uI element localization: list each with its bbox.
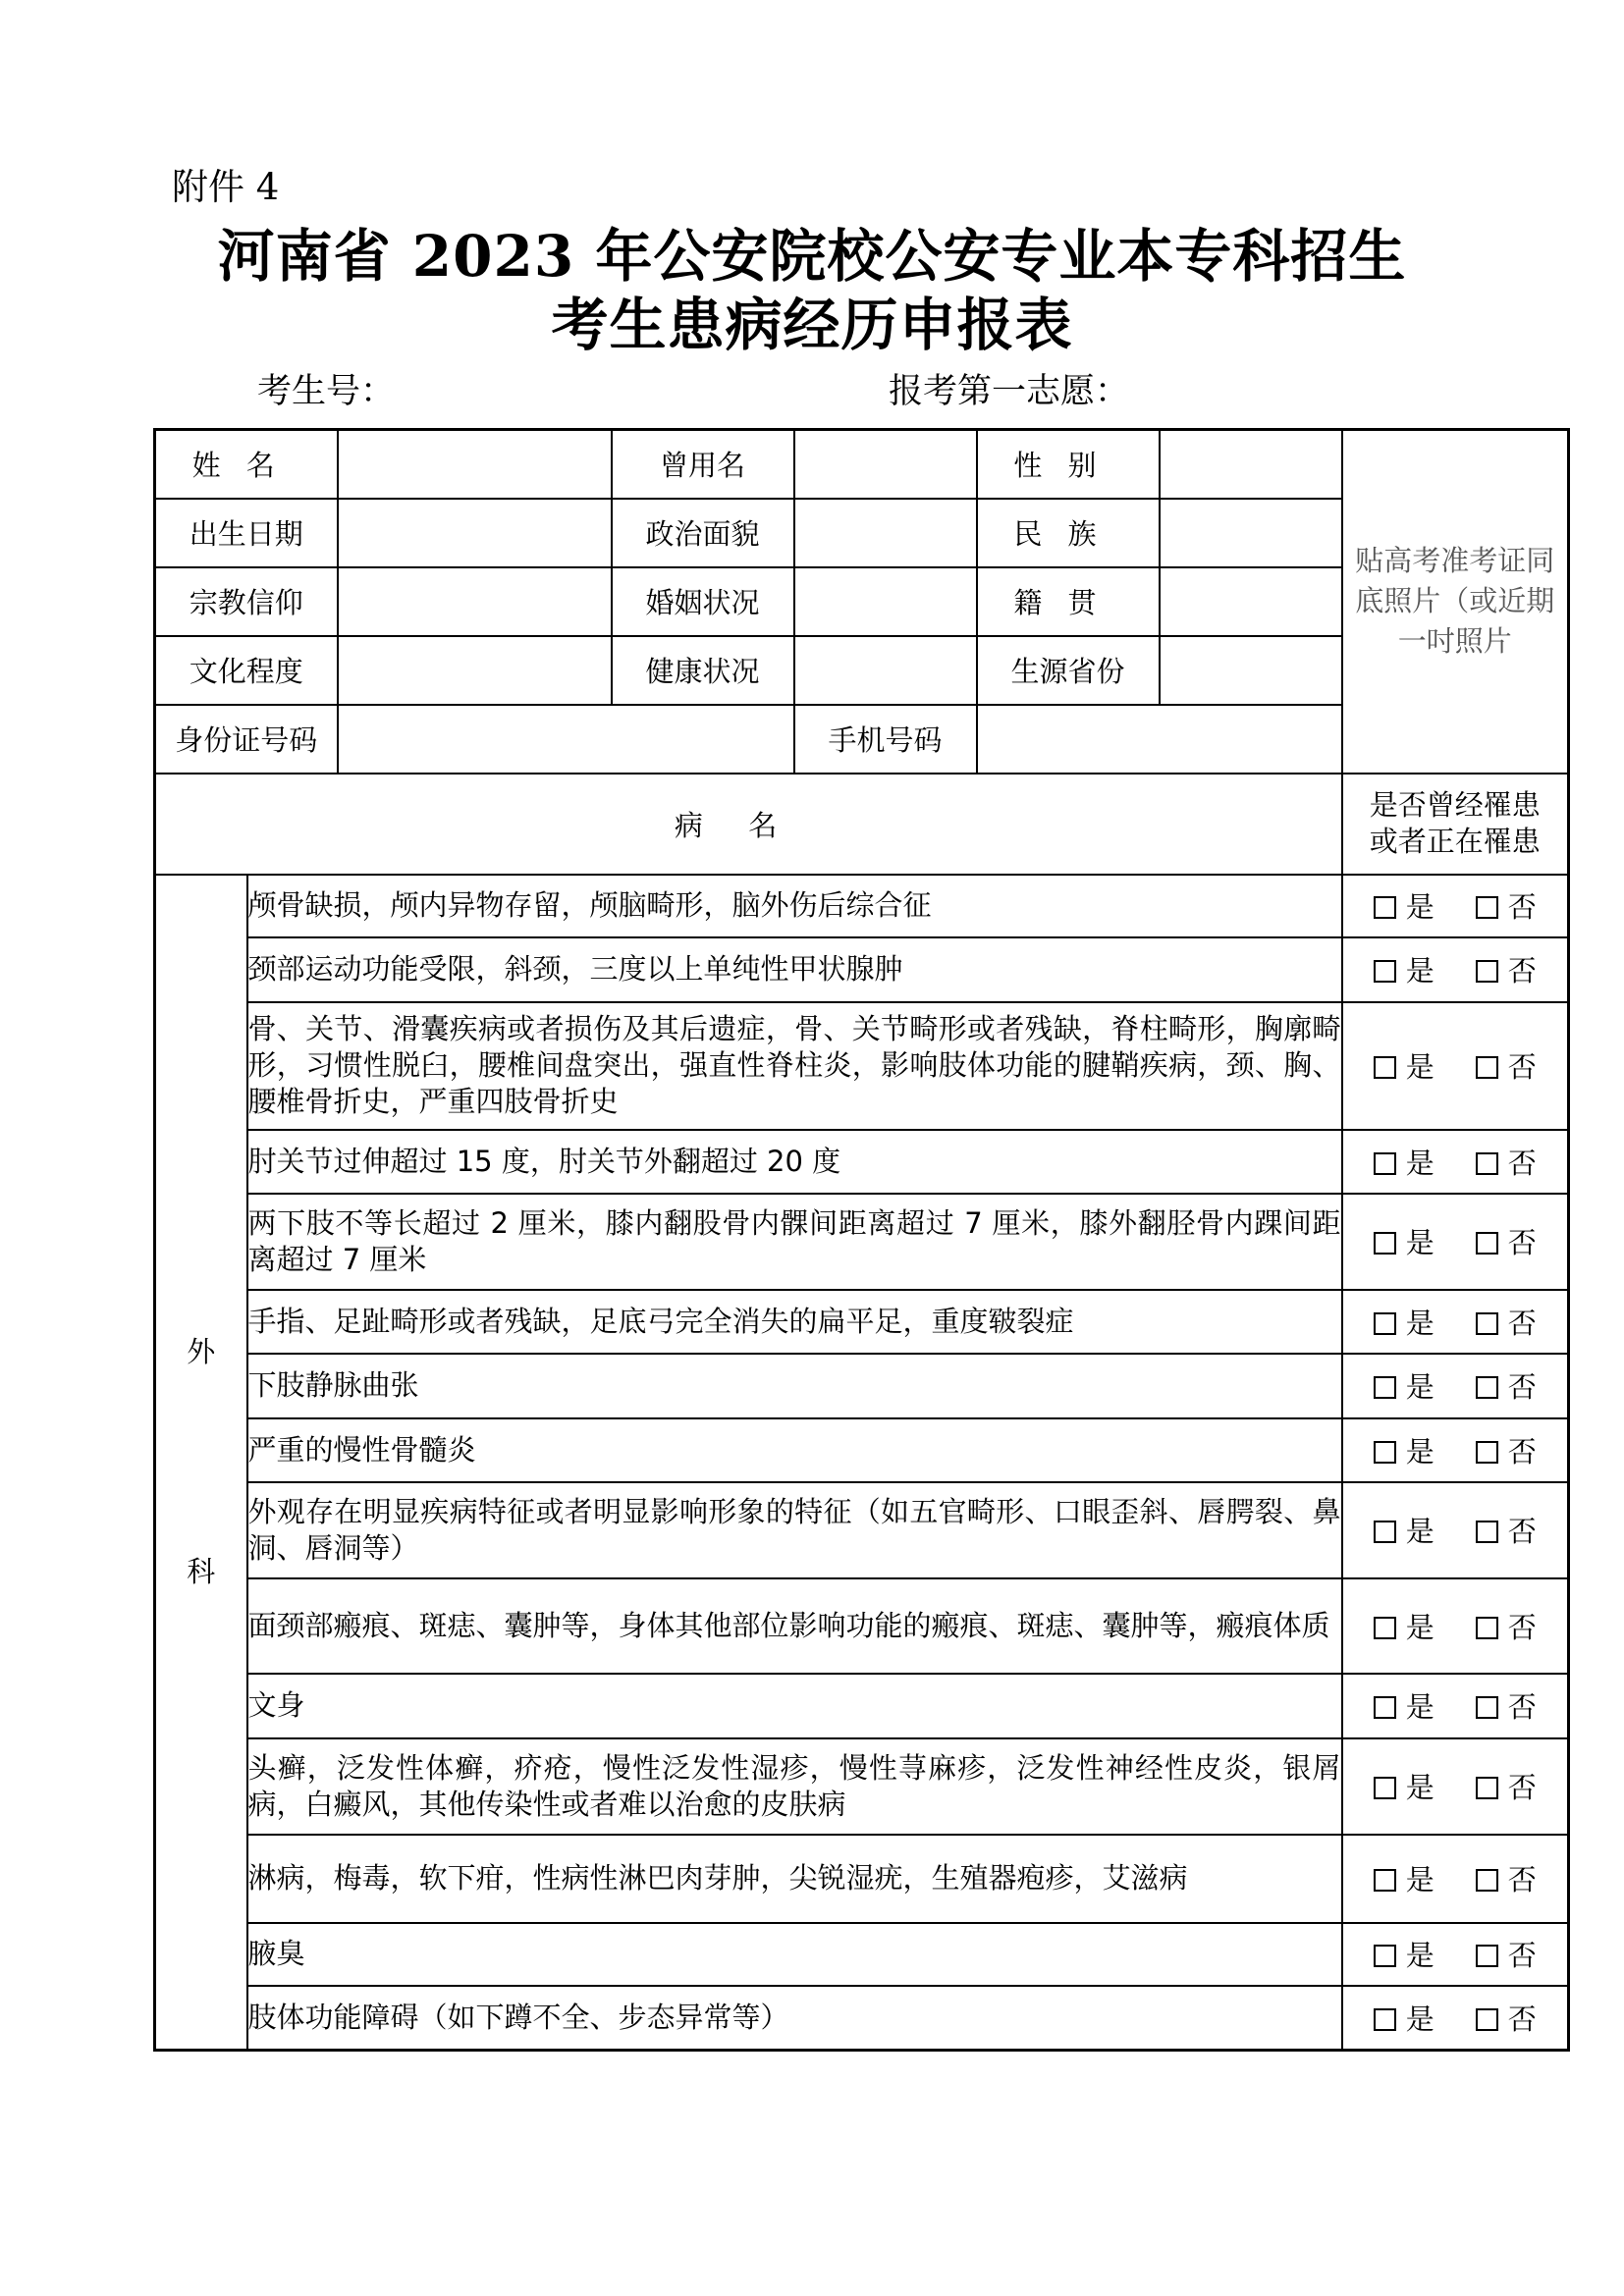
no-checkbox[interactable] — [1476, 1777, 1498, 1799]
first-choice-label: 报考第一志愿： — [889, 372, 1130, 411]
yes-checkbox[interactable] — [1374, 1521, 1396, 1543]
exam-number-label: 考生号： — [257, 372, 396, 411]
no-label: 否 — [1507, 2002, 1537, 2036]
history-header-line2: 或者正在罹患 — [1369, 825, 1541, 858]
disease-item: 两下肢不等长超过 2 厘米，膝内翻股骨内髁间距离超过 7 厘米，膝外翻胫骨内踝间距离超过 7 厘米 — [247, 1194, 1342, 1290]
disease-item: 肘关节过伸超过 15 度，肘关节外翻超过 20 度 — [247, 1130, 1342, 1194]
no-label: 否 — [1507, 1863, 1537, 1896]
yes-checkbox[interactable] — [1374, 1777, 1396, 1799]
category-char-1: 外 — [187, 1334, 216, 1368]
disease-item: 肢体功能障碍（如下蹲不全、步态异常等） — [247, 1986, 1342, 2051]
marital-status-label: 婚姻状况 — [612, 567, 794, 636]
disease-item: 外观存在明显疾病特征或者明显影响形象的特征（如五官畸形、口眼歪斜、唇腭裂、鼻洞、唇洞等） — [247, 1482, 1342, 1578]
answer-options — [1342, 1130, 1569, 1194]
answer-options — [1342, 1194, 1569, 1290]
answer-options — [1342, 1002, 1569, 1130]
no-label: 否 — [1507, 1690, 1537, 1724]
yes-checkbox[interactable] — [1374, 960, 1396, 983]
no-checkbox[interactable] — [1476, 1869, 1498, 1892]
category-surgery — [155, 875, 247, 2051]
no-checkbox[interactable] — [1476, 1152, 1498, 1175]
yes-label: 是 — [1405, 1226, 1435, 1259]
answer-options — [1342, 1482, 1569, 1578]
no-label: 否 — [1507, 1939, 1537, 1972]
history-header-line1: 是否曾经罹患 — [1369, 788, 1541, 822]
answer-options — [1342, 1835, 1569, 1923]
political-status-label: 政治面貌 — [612, 499, 794, 567]
phone-label: 手机号码 — [794, 705, 977, 774]
no-label: 否 — [1507, 1434, 1537, 1468]
no-checkbox[interactable] — [1476, 1945, 1498, 1967]
photo-placeholder[interactable] — [1342, 430, 1569, 774]
form-title-line2: 考生患病经历申报表 — [551, 292, 1073, 358]
answer-options — [1342, 875, 1569, 937]
disease-item: 头癣，泛发性体癣，疥疮，慢性泛发性湿疹，慢性荨麻疹，泛发性神经性皮炎，银屑病，白癜风，其他传染性或者难以治愈的皮肤病 — [247, 1738, 1342, 1835]
birth-date-field[interactable] — [338, 499, 612, 567]
no-label: 否 — [1507, 1146, 1537, 1180]
former-name-field[interactable] — [794, 430, 977, 499]
marital-status-field[interactable] — [794, 567, 977, 636]
category-char-2: 科 — [187, 1554, 216, 1588]
disease-item: 文身 — [247, 1674, 1342, 1738]
no-label: 否 — [1507, 890, 1537, 924]
id-number-field[interactable] — [338, 705, 794, 774]
disease-item: 手指、足趾畸形或者残缺，足底弓完全消失的扁平足，重度皲裂症 — [247, 1290, 1342, 1354]
yes-label: 是 — [1405, 1863, 1435, 1896]
answer-options — [1342, 1986, 1569, 2051]
no-checkbox[interactable] — [1476, 1376, 1498, 1399]
disease-item: 骨、关节、滑囊疾病或者损伤及其后遗症，骨、关节畸形或者残缺，脊柱畸形，胸廓畸形，习惯性脱臼，腰椎间盘突出，强直性脊柱炎，影响肢体功能的腱鞘疾病，颈、胸、腰椎骨折史，严重四肢骨折史 — [247, 1002, 1342, 1130]
name-label: 姓名 — [155, 430, 338, 499]
disease-header: 病名 — [155, 774, 1342, 875]
ethnicity-field[interactable] — [1160, 499, 1342, 567]
native-place-label: 籍贯 — [977, 567, 1160, 636]
history-header — [1342, 774, 1569, 875]
yes-label: 是 — [1405, 1370, 1435, 1404]
yes-checkbox[interactable] — [1374, 1617, 1396, 1639]
yes-checkbox[interactable] — [1374, 1869, 1396, 1892]
disease-item: 颈部运动功能受限，斜颈，三度以上单纯性甲状腺肿 — [247, 937, 1342, 1002]
yes-label: 是 — [1405, 1050, 1435, 1084]
education-label: 文化程度 — [155, 636, 338, 705]
religion-label: 宗教信仰 — [155, 567, 338, 636]
yes-label: 是 — [1405, 2002, 1435, 2036]
source-province-field[interactable] — [1160, 636, 1342, 705]
no-label: 否 — [1507, 954, 1537, 988]
no-label: 否 — [1507, 1226, 1537, 1259]
no-checkbox[interactable] — [1476, 1312, 1498, 1335]
yes-checkbox[interactable] — [1374, 2008, 1396, 2031]
yes-label: 是 — [1405, 1306, 1435, 1340]
yes-label: 是 — [1405, 1610, 1435, 1644]
yes-checkbox[interactable] — [1374, 1312, 1396, 1335]
ethnicity-label: 民族 — [977, 499, 1160, 567]
disease-item: 下肢静脉曲张 — [247, 1354, 1342, 1418]
source-province-label: 生源省份 — [977, 636, 1160, 705]
native-place-field[interactable] — [1160, 567, 1342, 636]
answer-options — [1342, 1354, 1569, 1418]
no-checkbox[interactable] — [1476, 1441, 1498, 1464]
phone-field[interactable] — [977, 705, 1342, 774]
yes-checkbox[interactable] — [1374, 1945, 1396, 1967]
former-name-label: 曾用名 — [612, 430, 794, 499]
yes-label: 是 — [1405, 1146, 1435, 1180]
no-checkbox[interactable] — [1476, 896, 1498, 919]
no-checkbox[interactable] — [1476, 2008, 1498, 2031]
disease-item: 颅骨缺损，颅内异物存留，颅脑畸形，脑外伤后综合征 — [247, 875, 1342, 937]
yes-checkbox[interactable] — [1374, 896, 1396, 919]
answer-options — [1342, 1578, 1569, 1674]
religion-field[interactable] — [338, 567, 612, 636]
disease-item: 腋臭 — [247, 1923, 1342, 1986]
form-title-line1: 河南省 2023 年公安院校公安专业本专科招生 — [217, 223, 1407, 290]
photo-note: 贴高考准考证同底照片（或近期一吋照片 — [1355, 544, 1555, 659]
no-label: 否 — [1507, 1370, 1537, 1404]
answer-options — [1342, 1923, 1569, 1986]
yes-checkbox[interactable] — [1374, 1441, 1396, 1464]
yes-label: 是 — [1405, 1771, 1435, 1804]
yes-label: 是 — [1405, 1690, 1435, 1724]
no-checkbox[interactable] — [1476, 1232, 1498, 1255]
answer-options — [1342, 1290, 1569, 1354]
no-checkbox[interactable] — [1476, 1056, 1498, 1079]
birth-date-label: 出生日期 — [155, 499, 338, 567]
health-status-label: 健康状况 — [612, 636, 794, 705]
no-label: 否 — [1507, 1771, 1537, 1804]
no-checkbox[interactable] — [1476, 1696, 1498, 1719]
yes-label: 是 — [1405, 1939, 1435, 1972]
political-status-field[interactable] — [794, 499, 977, 567]
yes-checkbox[interactable] — [1374, 1232, 1396, 1255]
no-checkbox[interactable] — [1476, 960, 1498, 983]
education-field[interactable] — [338, 636, 612, 705]
no-label: 否 — [1507, 1306, 1537, 1340]
yes-checkbox[interactable] — [1374, 1152, 1396, 1175]
declaration-table — [153, 428, 1570, 2052]
no-label: 否 — [1507, 1515, 1537, 1548]
yes-checkbox[interactable] — [1374, 1056, 1396, 1079]
no-label: 否 — [1507, 1610, 1537, 1644]
no-checkbox[interactable] — [1476, 1521, 1498, 1543]
disease-item: 严重的慢性骨髓炎 — [247, 1418, 1342, 1482]
no-label: 否 — [1507, 1050, 1537, 1084]
yes-label: 是 — [1405, 1515, 1435, 1548]
answer-options — [1342, 1738, 1569, 1835]
answer-options — [1342, 937, 1569, 1002]
health-status-field[interactable] — [794, 636, 977, 705]
name-field[interactable] — [338, 430, 612, 499]
no-checkbox[interactable] — [1476, 1617, 1498, 1639]
attachment-label: 附件 4 — [172, 166, 280, 208]
yes-checkbox[interactable] — [1374, 1696, 1396, 1719]
yes-checkbox[interactable] — [1374, 1376, 1396, 1399]
answer-options — [1342, 1674, 1569, 1738]
yes-label: 是 — [1405, 1434, 1435, 1468]
id-number-label: 身份证号码 — [155, 705, 338, 774]
gender-field[interactable] — [1160, 430, 1342, 499]
disease-item: 淋病，梅毒，软下疳，性病性淋巴肉芽肿，尖锐湿疣，生殖器疱疹，艾滋病 — [247, 1835, 1342, 1923]
yes-label: 是 — [1405, 954, 1435, 988]
yes-label: 是 — [1405, 890, 1435, 924]
disease-item: 面颈部瘢痕、斑痣、囊肿等，身体其他部位影响功能的瘢痕、斑痣、囊肿等，瘢痕体质 — [247, 1578, 1342, 1674]
answer-options — [1342, 1418, 1569, 1482]
gender-label: 性别 — [977, 430, 1160, 499]
